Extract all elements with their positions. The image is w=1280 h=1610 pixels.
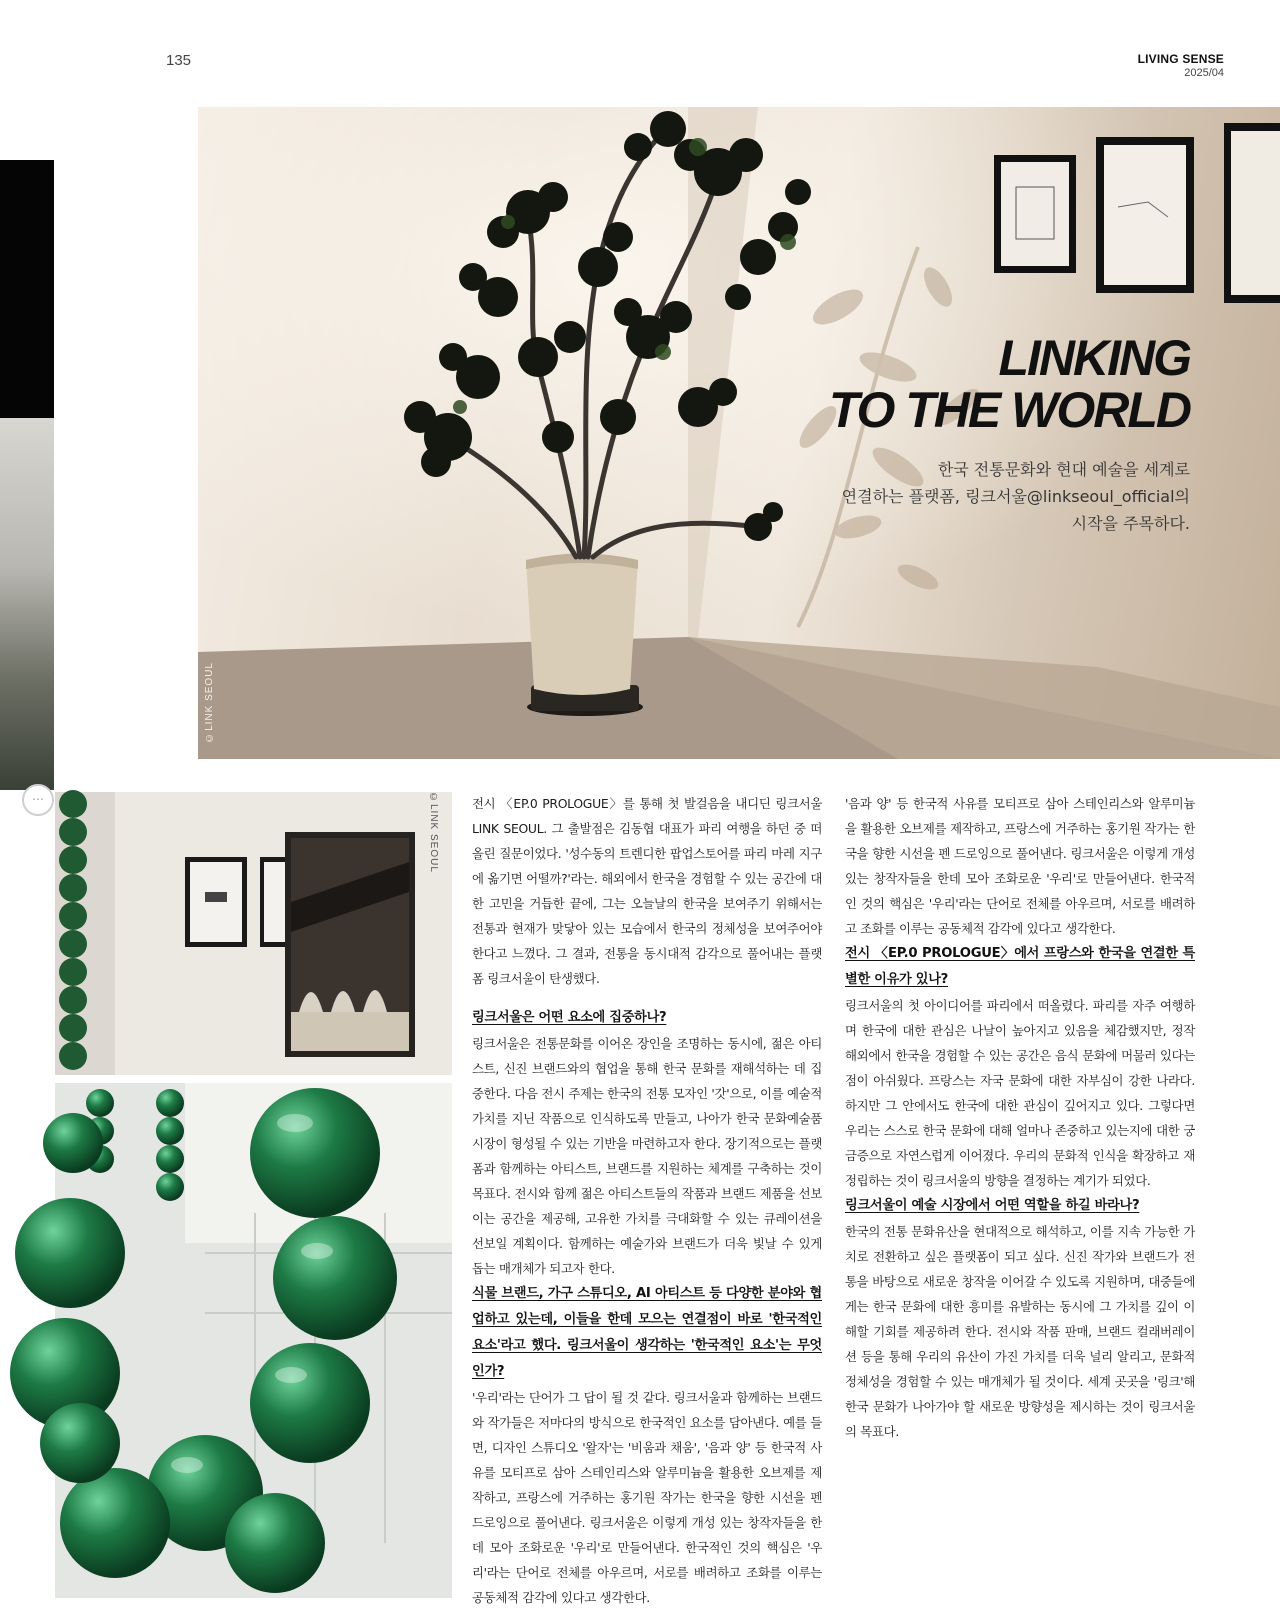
answer-4: 한국의 전통 문화유산을 현대적으로 해석하고, 이를 지속 가능한 가치로 전환하고 싶은 플랫폼이 되고 싶다. 신진 작가와 브랜드가 전통을 바탕으로 새로운 창작을 이어갈 수 있도록 지원하며, 대중들에게는 한국 문화에 대한 흥미를 유발하는 동시에 그 가치를 깊이 이해할 기회를 제공하려 한다. 전시와 작품 판매, 브랜드 컬래버레이션 등을 통해 우리의 유산이 가진 가치를 더욱 널리 알리고, 문화적 정체성을 경험할 수 있는 매개체가 될 것이다. 세계 곳곳을 '링크'해 한국 문화가 나아가야 할 새로운 방향성을 제시하는 것이 링크서울의 목표다.	[845, 1224, 1195, 1439]
question-4: 링크서울이 예술 시장에서 어떤 역할을 하길 바라나?	[845, 1198, 1140, 1213]
headline-line-1: LINKING	[998, 330, 1190, 386]
subtitle-line-3: 시작을 주목하다.	[1071, 514, 1190, 533]
gallery-photo	[55, 792, 452, 1075]
green-bead-sculpture-photo	[55, 1083, 452, 1598]
answer-2: '우리'라는 단어가 그 답이 될 것 같다. 링크서울과 함께하는 브랜드와 작가들은 저마다의 방식으로 한국적인 요소를 담아낸다. 예를 들면, 디자인 스튜디오 '왈자'는 '비움과 채움', '음과 양' 등 한국적 사유를 모티프로 삼아 스테인리스와 알루미늄을 활용한 오브제를 제작하고, 프랑스에 거주하는 홍기원 작가는 한국을 향한 시선을 펜 드로잉으로 풀어낸다. 링크서울은 이렇게 개성 있는 창작자들을 한데 모아 조화로운 '우리'로 만들어낸다. 한국적인 것의 핵심은 '우리'라는 단어로 전체를 아우르며, 서로를 배려하고 조화를 이루는 공동체적 감각에 있다고 생각한다.	[472, 1390, 822, 1605]
gallery-illustration	[55, 792, 452, 1075]
subtitle-line-1: 한국 전통문화와 현대 예술을 세계로	[937, 460, 1190, 479]
intro-paragraph: 전시 〈EP.0 PROLOGUE〉를 통해 첫 발걸음을 내디딘 링크서울LINK SEOUL. 그 출발점은 김동협 대표가 파리 여행을 하던 중 떠올린 질문이었다. '성수동의 트렌디한 팝업스토어를 파리 마레 지구에 옮기면 어떨까?'라는. 해외에서 한국을 경험할 수 있는 공간에 대한 고민을 거듭한 끝에, 그는 오늘날의 한국을 보여주기 위해서는 전통과 현재가 맞닿아 있는 모습에서 한국의 정체성을 보여주어야 한다고 느꼈다. 그 결과, 전통을 동시대적 감각으로 풀어내는 플랫폼 링크서울이 탄생했다.	[472, 796, 822, 986]
page-number: 135	[166, 52, 192, 69]
answer-3: 링크서울의 첫 아이디어를 파리에서 떠올렸다. 파리를 자주 여행하며 한국에 대한 관심은 나날이 높아지고 있음을 체감했지만, 정작 해외에서 한국을 경험할 수 있는 공간은 음식 문화에 머물러 있다는 점이 아쉬웠다. 프랑스는 자국 문화에 대한 자부심이 강한 나라다. 하지만 그 안에서도 한국에 대한 관심이 깊어지고 있다. 그렇다면 우리는 스스로 한국 문화에 대해 얼마나 존중하고 있는지에 대한 궁금증으로 자연스럽게 이어졌다. 우리의 문화적 인식을 확장하고 재정립하는 것이 링크서울의 방향을 결정하는 계기가 되었다.	[845, 998, 1195, 1188]
question-2: 식물 브랜드, 가구 스튜디오, AI 아티스트 등 다양한 분야와 협업하고 있는데, 이들을 한데 모으는 연결점이 바로 '한국적인 요소'라고 했다. 링크서울이 생각하는 '한국적인 요소'는 무엇인가?	[472, 1286, 822, 1379]
article-column-right	[845, 791, 1195, 1444]
answer-1: 링크서울은 전통문화를 이어온 장인을 조명하는 동시에, 젊은 아티스트, 신진 브랜드와의 협업을 통해 한국 문화를 재해석하는 데 집중한다. 다음 전시 주제는 한국의 전통 모자인 '갓'으로, 이를 예술적 가치를 지닌 작품으로 인식하도록 만들고, 나아가 한국 문화예술품 시장이 형성될 수 있는 기반을 마련하고자 한다. 장기적으로는 플랫폼과 함께하는 아티스트, 브랜드를 지원하는 체계를 구축하는 것이 목표다. 전시와 함께 젊은 아티스트들의 작품과 브랜드 제품을 선보이는 공간을 제공해, 고유한 가치를 극대화할 수 있는 큐레이션을 선보일 계획이다. 함께하는 예술가와 브랜드가 더욱 빛날 수 있게 돕는 매개체가 되고자 한다.	[472, 1036, 822, 1276]
magazine-name: LIVING SENSE	[1137, 52, 1224, 66]
question-3: 전시 〈EP.0 PROLOGUE〉에서 프랑스와 한국을 연결한 특별한 이유가 있나?	[845, 946, 1195, 987]
subtitle-line-2: 연결하는 플랫폼, 링크서울@linkseoul_official의	[841, 487, 1190, 506]
subtitle	[842, 456, 1190, 537]
question-1: 링크서울은 어떤 요소에 집중하나?	[472, 1010, 667, 1025]
headline-line-2: TO THE WORLD	[828, 382, 1190, 438]
answer-2-continued: '음과 양' 등 한국적 사유를 모티프로 삼아 스테인리스와 알루미늄을 활용한 오브제를 제작하고, 프랑스에 거주하는 홍기원 작가는 한국을 향한 시선을 펜 드로잉으로 풀어낸다. 링크서울은 이렇게 개성 있는 창작자들을 한데 모아 조화로운 '우리'로 만들어낸다. 한국적인 것의 핵심은 '우리'라는 단어로 전체를 아우르며, 서로를 배려하고 조화를 이루는 공동체적 감각에 있다고 생각한다.	[845, 796, 1195, 936]
previous-page-edge	[0, 160, 54, 418]
previous-page-photo-edge	[0, 418, 54, 790]
carousel-dots-icon[interactable]: ⋯	[22, 784, 54, 816]
photo-credit-2: ©LINK SEOUL	[428, 792, 439, 873]
photo-credit: ©LINK SEOUL	[204, 662, 215, 743]
magazine-masthead	[1138, 52, 1224, 79]
issue-date: 2025/04	[1184, 67, 1224, 79]
headline	[829, 332, 1190, 436]
article-column-left	[472, 791, 822, 1605]
bead-illustration	[55, 1083, 452, 1598]
